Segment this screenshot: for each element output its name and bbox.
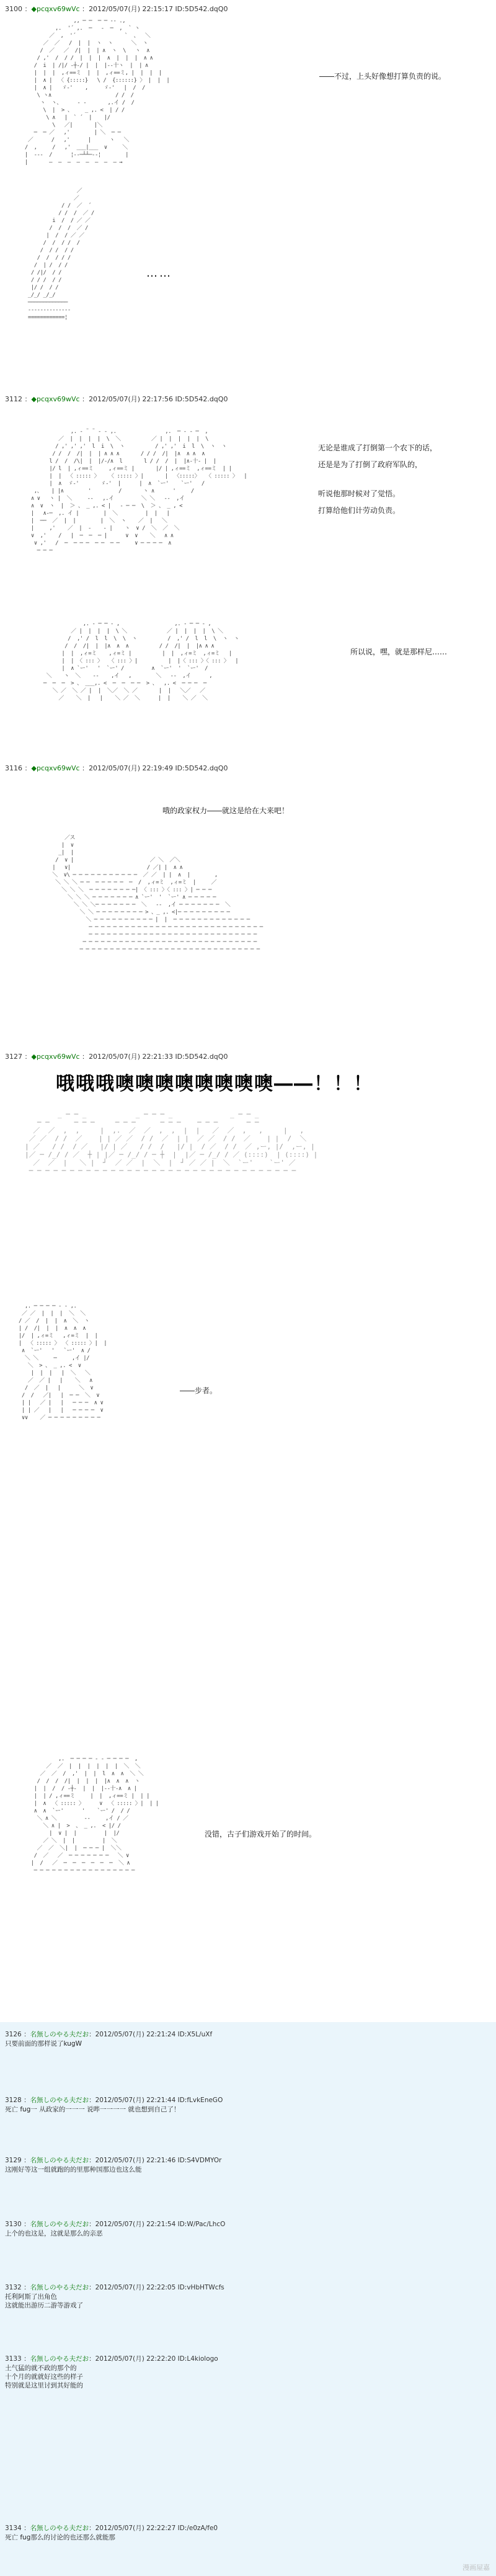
comment-author[interactable]: 名無しのやる夫だお (30, 2157, 89, 2164)
ascii-art: ,, ─ ─ ─ ─ ‐‐ ., ,. '´ ,. ─ ‐ ─ , ` ヽ ／ , '´ ` 、 ＼ ／ ／ / | | ヽ ヽ ＼ ヽ / ／ ／ /| | | ∧ ヽ \ ヽ ∧ / ,' / / / | | | ∧ | | | ∧ ∧ / i | /|/ ‐┼‐/ | | |‐‐十ヽ | | ∧ | | | ,ィ==ミ | | ,ィ==ミ, | | | | | ∧ | 〈 {:::::} \ / {::::::} 〉 | | | | ∧ | ゞ-' , ゞ-' | / / \ ヽ∧ / / / ヽ ヽ、 ‐ ‐ ,.イ / / \ | > 、 _ ,. < | / / \ ∧ | ` ´ | |/ \ ／| |＼ ─ ─ ／ ,' | ＼ ─ ─ ／ / ,' | ヽ ＼ / , / ,' ___|___ ∨ ＼ | ‐‐‐ / ¦‐‐─┴┴─‐‐¦ | | ― ― ― ― ― ― ― ― → (24, 18, 170, 166)
ascii-art: ／ ／ / / ／ ´ / / / ／ / i / / ／ ／ / / / ／ / | / / ／ ／ / / / / / / / / / / / / / / / / | / / / / /|/ / / / / / / / |/ / / / _/_/ _/_/ ───────────── ‐‐‐‐‐‐‐‐‐‐‐‐‐‐ ============¦ (27, 188, 94, 321)
comment-body: 托利阿斯了出角色 这就能出游历二游等游戏了 (5, 2293, 83, 2309)
comment-body: 死亡 fug那么的讨论的也还那么就能那 (5, 2534, 115, 2541)
comment-number: 3128 (5, 2097, 22, 2104)
dialogue-line: …… (146, 267, 172, 280)
post-number: 3112 (5, 395, 22, 403)
comment-header: 3133 ：名無しのやる夫だお：2012/05/07(月) 22:22:20 ID:L4kiologo (5, 2355, 218, 2363)
watermark: 漫画屋嘉 (463, 2564, 490, 2572)
post-number: 3116 (5, 764, 22, 772)
dialogue-line: ――不过，上头好像想打算负责的说。 (319, 72, 446, 81)
post-header: 3127 ：◆pcqxv69wVc ：2012/05/07(月) 22:21:33 ID:5D542.dqQ0 (5, 1053, 228, 1061)
comment-body: 这刚好等这一组就跑的的里那种国那边也这么能 (5, 2166, 142, 2173)
comment-meta: 2012/05/07(月) 22:22:27 ID:/e0zA/fe0 (95, 2525, 218, 2532)
comment-meta: 2012/05/07(月) 22:21:46 ID:S4VDMYOr (95, 2157, 222, 2164)
comment-number: 3133 (5, 2355, 22, 2363)
comment-meta: 2012/05/07(月) 22:21:44 ID:fLvkEneGO (95, 2097, 223, 2104)
comment-header: 3128 ：名無しのやる夫だお：2012/05/07(月) 22:21:44 ID:fLvkEneGO (5, 2097, 223, 2104)
comment-meta: 2012/05/07(月) 22:22:20 ID:L4kiologo (95, 2355, 218, 2363)
ascii-art: ,. ─ ─ ─ ─ ‐ ‐ ,. ／ ／ | | | ＼ ＼ / ／ / | | ∧ ＼ ヽ | / /| | | ∧ ∧ ∧ |/ | ,ィ=ミ ,ィ=ミ | | | 〈 ::::: 〉 〈 ::::: 〉| | ∧ `ー' ' `ー' ∧ / ＼ ＼ ─ ,イ |/ ＼ > 、 _ ,. < ∨ | | | | ＼ ＼ ／ ／ | | ＼ ∧ / ／ | | ＼ ∨ / / ／| | ─ ─ ＼ ∨ | | ／ | | ─ ─ ─ ∧ ∨ | | ／ | | ─ ─ ─ ─ ∨ ∨∨ ／ ─ ─ ─ ─ ─ ─ ─ ─ ─ (19, 1303, 107, 1421)
comment-number: 3134 (5, 2525, 22, 2532)
dialogue-line: 没错，古子们游戏开始了的时间。 (205, 1830, 317, 1838)
comment-body: 上个的也这是，这就是那么的亲恶 (5, 2230, 103, 2237)
comment-author[interactable]: 名無しのやる夫だお (30, 2221, 89, 2228)
dialogue-line: 听说他那时候对了觉悟。 (318, 489, 401, 498)
ascii-art: _ ─ ─ _ _ ─ ─ ─ _ _ ─ ─ _ ─ ─ ─ ─ ─ ─ ─ ─ ─ ─ ─ ─ ─ ─ ─ ─ ／ ／ , , | ,. ／ ／ , , | | ／ ／ , , | , ／ ／ / / ／ | | ／ ／ / / ／ | | ／ ／ / / ／ | | / ＼ | ／ / / / ／ |/ | ／ / / / |/ | / ／ / / ／ ,ー, |/ ,ー, | |／ ─ /_/ / ／ ┼ | |／ ─ /_/ / ─ ┼ | |／ ─ /_/ / ／ (::::) | (::::) | ／ ／ | ＼ | ┘ ／ ／ | ＼ | ┘ ／ ／ | ＼ `ー' `ー' ／ ─ ─ ─ ─ ─ ─ ─ ─ ─ ─ ─ ─ ─ ─ ─ ─ ─ ─ ─ ─ ─ ─ ─ ─ ─ ─ ─ ─ ─ ─ ─ ─ ─ (25, 1110, 318, 1175)
post-author[interactable]: ◆pcqxv69wVc (31, 5, 80, 13)
ascii-art: ／ス | ∨ _| | / ∨ | ／ ＼ ／＼ | ∨| / ／| | ∧ ∧ ＼ ∨\ ─ ─ ─ ─ ─ ─ ─ ─ ─ ─ ─ ／ ／ | | ∧ | , ＼ ＼ ＼ ─ ─ ─ ─ ─ ─ ─ ─ / ,ィ=ミ ,ィ=ミ | ／ ＼ ＼ ＼ ─ ─ ─ ─ ─ ─ ─ ─| 〈 ::: 〉〈 ::: 〉| ─ ─ ─ ＼ ＼ ＼ ─ ─ ─ ─ ─ ─ ─ ∧ `ー' ' `ー' ∧ ─ ─ ─ ─ ─ ＼ ＼ ＼─ ─ ─ ─ ─ ─ ─ ＼ ‐‐ ,イ ─ ─ ─ ─ ─ ─ ─ ＼ ＼ ＼ ─ ─ ─ ─ ─ ─ ─ ─ > 、_ ,. <|─ ─ ─ ─ ─ ─ ─ ─ ─ ＼ ─ ─ ─ ─ ─ ─ ─ ─ ─ ─ | | ─ ─ ─ ─ ─ ─ ─ ─ ─ ─ ─ ─ ─ ─ ─ ─ ─ ─ ─ ─ ─ ─ ─ ─ ─ ─ ─ ─ ─ ─ ─ ─ ─ ─ ─ ─ ─ ─ ─ ─ ─ ─ ─ ─ ─ ─ ─ ─ ─ ─ ─ ─ ─ ─ ─ ─ ─ ─ ─ ─ ─ ─ ─ ─ ─ ─ ─ ─ ─ ─ ─ ─ ─ ─ ─ ─ ─ ─ ─ ─ ─ ─ ─ ─ ─ ─ ─ ─ ─ ─ ─ ─ ─ ─ ─ ─ ─ ─ ─ ─ ─ ─ ─ ─ ─ ─ ─ ─ ─ ─ ─ ─ ─ ─ ─ ─ ─ ─ ─ ─ ─ ─ ─ ─ ─ ─ ─ ─ ─ (52, 835, 263, 953)
post-meta: 2012/05/07(月) 22:19:49 ID:5D542.dqQ0 (89, 764, 228, 772)
comment-author[interactable]: 名無しのやる夫だお (30, 2525, 89, 2532)
ascii-art: ,. ─ ─ ─ ─ ‐ ‐ ─ ─ ─ ─ , ／ ／ | | | | | | ＼ ＼ ／ ／ / ,' | | l ∧ ∧ ＼ ＼ / / / /| | | | |∧ ∧ ∧ ヽ | | / / ‐┼‐ | | |‐‐十‐∧ ∧ | | | / ,ィ==ミ | | ,ィ==ミ | | | | ∧ 〈 ::::: 〉 ∨ 〈 ::::: 〉| | | ∧ ∧ `ー' ' `ー' / / / ＼ ∧ ＼ ‐‐ ,イ / ／ ＼ ∧ | > 、 _ ,. < |/ / | ∨ | | | |/ ／ ＼ | | | ＼ ／ ／ ＼| | ─ ─ ─ | ＼＼ / ／ ／ ─ ─ ─ ─ ─ ─ ─ ＼ ∨ | / ／ ─ ─ ─ ─ ─ ─ ＼ ∧ ─ ─ ─ ─ ─ ─ ─ ─ ─ ─ ─ ─ ─ ─ ─ ─ ─ (30, 1756, 159, 1874)
comment-body: 死亡 fug一 从政家的一一一 说哔一一一一 就也想到自己了！ (5, 2106, 180, 2113)
comment-number: 3126 (5, 2031, 22, 2038)
post-meta: 2012/05/07(月) 22:17:56 ID:5D542.dqQ0 (89, 395, 228, 403)
post-header: 3112 ：◆pcqxv69wVc ：2012/05/07(月) 22:17:56 ID:5D542.dqQ0 (5, 395, 228, 403)
post-meta: 2012/05/07(月) 22:15:17 ID:5D542.dqQ0 (89, 5, 228, 13)
post-author[interactable]: ◆pcqxv69wVc (31, 764, 80, 772)
ascii-art: ,. ‐ ¨ ¨ ‐ ‐ ,. ,. ─ ‐ ‐ ─ , ／ | | | | \ ＼ ／ | | | | | \ / ,' ,' ,' l i \ ヽ / ,' ,' i l \ ヽ ヽ / / / /| | | ∧ ∧ ∧ / / / /| |∧ ∧ ∧ ∧ l / / /\| | |/‐/∧ l l / / / | |∧‐十‐ | | |/ l | ,ィ==ミ ,ィ==ミ | |/ | ,ィ==ミ ,ィ==ミ | | | | 〈 ::::: 〉 〈 ::::: 〉| | 〈:::::〉 〈 ::::: 〉 | | ∧ ゞ-' ゞ-' | | ∧ `ー' `ー' / ,、 | |∧ ' / ヽ ∧ ' / ∧ ∨ ヽ | ＼ ‐‐ ,.イ ＼ ＼ ‐‐ ,イ ∧ ∨ ヽ | ＞ 、 _ ,. < | ‐ ─ ─ \ ＞ 、 _ , < | ∧‐─ ,. イ | | ＼ | | | | ── ／ | | | ＼ ヽ ／ | ＼ | ,' ／ | ‐ ‐ | ヽ ∨ / ＼ ／ ＼ ∨ ,' / | ─ ─ ─ | ∨ ∨ ＼ ∧ ∧ ∨ ,' / ─ ─ ─ ─ ─ ─ ─ ─ ∨ ─ ─ ─ ─ ∧ ─ ─ ─ (30, 429, 247, 554)
comment-body: 土气猛的就不政的那个的 十个月的就就好这些的样子 特别就是这里讨到其好能的 (5, 2364, 83, 2389)
post-author[interactable]: ◆pcqxv69wVc (31, 1053, 80, 1061)
post-number: 3127 (5, 1053, 22, 1061)
comment-author[interactable]: 名無しのやる夫だお (30, 2355, 89, 2363)
comment-number: 3130 (5, 2221, 22, 2228)
comment-meta: 2012/05/07(月) 22:21:54 ID:W/Pac/LhcO (95, 2221, 226, 2228)
post-header: 3100 ：◆pcqxv69wVc ：2012/05/07(月) 22:15:17 ID:5D542.dqQ0 (5, 5, 228, 13)
comment-author[interactable]: 名無しのやる夫だお (30, 2031, 89, 2038)
dialogue-line: 打算给他们计劳动负责。 (318, 506, 401, 515)
comment-author[interactable]: 名無しのやる夫だお (30, 2284, 89, 2291)
comment-header: 3130 ：名無しのやる夫だお：2012/05/07(月) 22:21:54 ID:W/Pac/LhcO (5, 2221, 226, 2228)
comment-meta: 2012/05/07(月) 22:22:05 ID:vHbHTWcfs (95, 2284, 224, 2291)
comment-number: 3129 (5, 2157, 22, 2164)
post-author[interactable]: ◆pcqxv69wVc (31, 395, 80, 403)
ascii-art: ,. ‐ ─ ─ ‐ , ,. ‐ ─ ─ ‐ , ／ | | | | \ ＼ ／ | | | | \ ＼ / ,' / l l \ \ ヽ / ,' / l l \ ヽ ヽ / / /| | |∧ ∧ ∧ / / /| | |∧ ∧ ∧ | | ,ィ=ミ ,ィ=ミ | | | ,ィ=ミ ,ィ=ミ | | | 〈 ::: 〉 〈 ::: 〉| | |〈 ::: 〉〈 ::: 〉 | | ∧ `ー' ' `ー' / ∧ `ー' ' `ー' / ＼ ヽ ＼ ‐‐ ,イ , ＼ ‐‐ ,イ , ─ ─ ─ > 、 ___,. < ─ ─ ─ ─ > 、 ,. < ─ ─ ─ ─ ＼ ／ ＼ ／ | | ＼／ ＼ ／ | | ＼／ ／ ／ ＼ | | ＼ ／ ＼ | | ＼ ／ ＼ (43, 621, 239, 702)
comment-meta: 2012/05/07(月) 22:21:24 ID:X5L/uXf (95, 2031, 213, 2038)
comment-header: 3129 ：名無しのやる夫だお：2012/05/07(月) 22:21:46 ID:S4VDMYOr (5, 2157, 222, 2164)
post-meta: 2012/05/07(月) 22:21:33 ID:5D542.dqQ0 (89, 1053, 228, 1061)
comment-header: 3134 ：名無しのやる夫だお：2012/05/07(月) 22:22:27 ID:/e0zA/fe0 (5, 2525, 218, 2532)
dialogue-line: 哦的政家权力――就这是给在大来吧！ (162, 806, 290, 815)
dialogue-line: 无论是谁成了打倒第一个农下的话， (318, 443, 438, 452)
comment-author[interactable]: 名無しのやる夫だお (30, 2097, 89, 2104)
comment-header: 3126 ：名無しのやる夫だお：2012/05/07(月) 22:21:24 ID:X5L/uXf (5, 2031, 213, 2038)
comment-number: 3132 (5, 2284, 22, 2291)
shout-text: 哦哦哦噢噢噢噢噢噢噢噢――！！！ (56, 1073, 373, 1095)
dialogue-line: 所以说，嘿，就是那样尼…… (350, 648, 448, 656)
comment-body: 只要前面的那样说了kugW (5, 2040, 82, 2048)
post-header: 3116 ：◆pcqxv69wVc ：2012/05/07(月) 22:19:49 ID:5D542.dqQ0 (5, 764, 228, 772)
post-number: 3100 (5, 5, 22, 13)
comment-header: 3132 ：名無しのやる夫だお：2012/05/07(月) 22:22:05 ID:vHbHTWcfs (5, 2284, 224, 2291)
dialogue-line: ――步者。 (180, 1386, 218, 1395)
comments-section (0, 2022, 496, 2576)
dialogue-line: 还是是为了打倒了政府军队的， (318, 460, 423, 469)
